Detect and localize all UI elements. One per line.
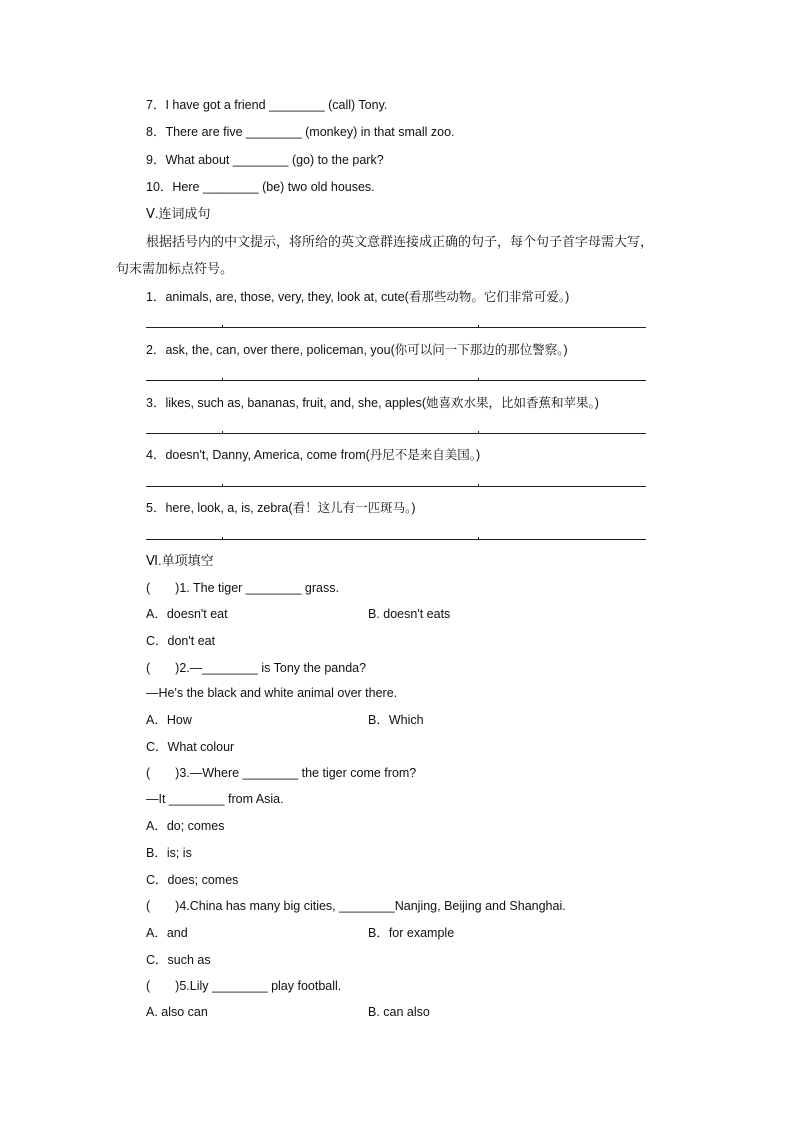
mc-option-3b[interactable]: B．is; is <box>146 846 192 860</box>
fill-in-item-9 <box>146 152 384 168</box>
item-text: Here <box>172 180 203 194</box>
reorder-item-3 <box>146 395 599 411</box>
item-number: 2． <box>146 343 166 357</box>
item-text: ask, the, can, over there, policeman, you(你可以问一下那边的那位警察。) <box>165 343 568 357</box>
item-text: doesn't, Danny, America, come from(丹尼不是来自美国。) <box>165 448 481 462</box>
mc-option-5b[interactable]: B. can also <box>368 1005 430 1019</box>
reorder-item-5 <box>146 500 416 516</box>
item-text: (be) two old houses. <box>258 180 375 194</box>
item-number: 9． <box>146 153 166 167</box>
section-5-instruction-line1: 根据括号内的中文提示，将所给的英文意群连接成正确的句子，每个句子首字母需大写， <box>146 234 654 249</box>
answer-blank[interactable]: ________ <box>246 125 302 139</box>
answer-blank[interactable]: ________ <box>232 153 289 167</box>
fill-in-item-10 <box>146 179 375 195</box>
mc-option-3c[interactable]: C．does; comes <box>146 873 239 887</box>
mc-option-2c[interactable]: C．What colour <box>146 740 235 754</box>
item-number: 3． <box>146 396 166 410</box>
mc-option-4a[interactable]: A．and <box>146 926 188 940</box>
mc-option-1b[interactable]: B. doesn't eats <box>368 607 451 621</box>
fill-in-item-7 <box>146 97 387 113</box>
item-text: There are five <box>165 125 247 139</box>
item-number: 10． <box>146 180 173 194</box>
item-number: 5． <box>146 501 166 515</box>
mc-option-1c[interactable]: C．don't eat <box>146 634 216 648</box>
fill-in-item-8 <box>146 124 455 140</box>
item-number: 1． <box>146 290 166 304</box>
mc-option-2a[interactable]: A．How <box>146 713 192 727</box>
mc-question-4: ( )4.China has many big cities, ________Nanjing, Beijing and Shanghai. <box>146 899 566 913</box>
section-5-instruction-line2: 句末需加标点符号。 <box>116 261 234 276</box>
section-6-title: Ⅵ.单项填空 <box>146 553 214 568</box>
reorder-item-2 <box>146 342 568 358</box>
item-text: What about <box>165 153 233 167</box>
item-text: (monkey) in that small zoo. <box>301 125 455 139</box>
answer-line[interactable] <box>146 380 646 381</box>
mc-option-4c[interactable]: C．such as <box>146 953 211 967</box>
mc-question-3: ( )3.—Where ________ the tiger come from? <box>146 766 417 780</box>
reorder-item-4 <box>146 447 480 463</box>
answer-line[interactable] <box>146 486 646 487</box>
answer-line[interactable] <box>146 327 646 328</box>
answer-line[interactable] <box>146 433 646 434</box>
item-number: 8． <box>146 125 166 139</box>
answer-blank[interactable]: ________ <box>202 180 259 194</box>
reorder-item-1 <box>146 289 569 305</box>
answer-line[interactable] <box>146 539 646 540</box>
item-text: I have got a friend <box>165 98 269 112</box>
mc-option-2b[interactable]: B．Which <box>368 713 424 727</box>
mc-option-5a[interactable]: A. also can <box>146 1005 208 1019</box>
item-text: (go) to the park? <box>288 153 384 167</box>
mc-option-3a[interactable]: A．do; comes <box>146 819 225 833</box>
mc-question-3-reply: —It ________ from Asia. <box>146 792 284 806</box>
section-5-title: Ⅴ.连词成句 <box>146 206 211 221</box>
item-text: animals, are, those, very, they, look at, cute(看那些动物。它们非常可爱。) <box>165 290 570 304</box>
mc-option-4b[interactable]: B．for example <box>368 926 455 940</box>
mc-question-2: ( )2.—________ is Tony the panda? <box>146 661 367 675</box>
mc-option-1a[interactable]: A．doesn't eat <box>146 607 228 621</box>
item-number: 4． <box>146 448 166 462</box>
answer-blank[interactable]: ________ <box>269 98 325 112</box>
item-text: likes, such as, bananas, fruit, and, she, apples(她喜欢水果，比如香蕉和苹果。) <box>165 396 599 410</box>
mc-question-5: ( )5.Lily ________ play football. <box>146 979 342 993</box>
item-text: here, look, a, is, zebra(看！这儿有一匹斑马。) <box>165 501 416 515</box>
item-number: 7． <box>146 98 166 112</box>
mc-question-1: ( )1. The tiger ________ grass. <box>146 581 339 595</box>
mc-question-2-reply: —He's the black and white animal over there. <box>146 686 398 700</box>
item-text: (call) Tony. <box>324 98 388 112</box>
